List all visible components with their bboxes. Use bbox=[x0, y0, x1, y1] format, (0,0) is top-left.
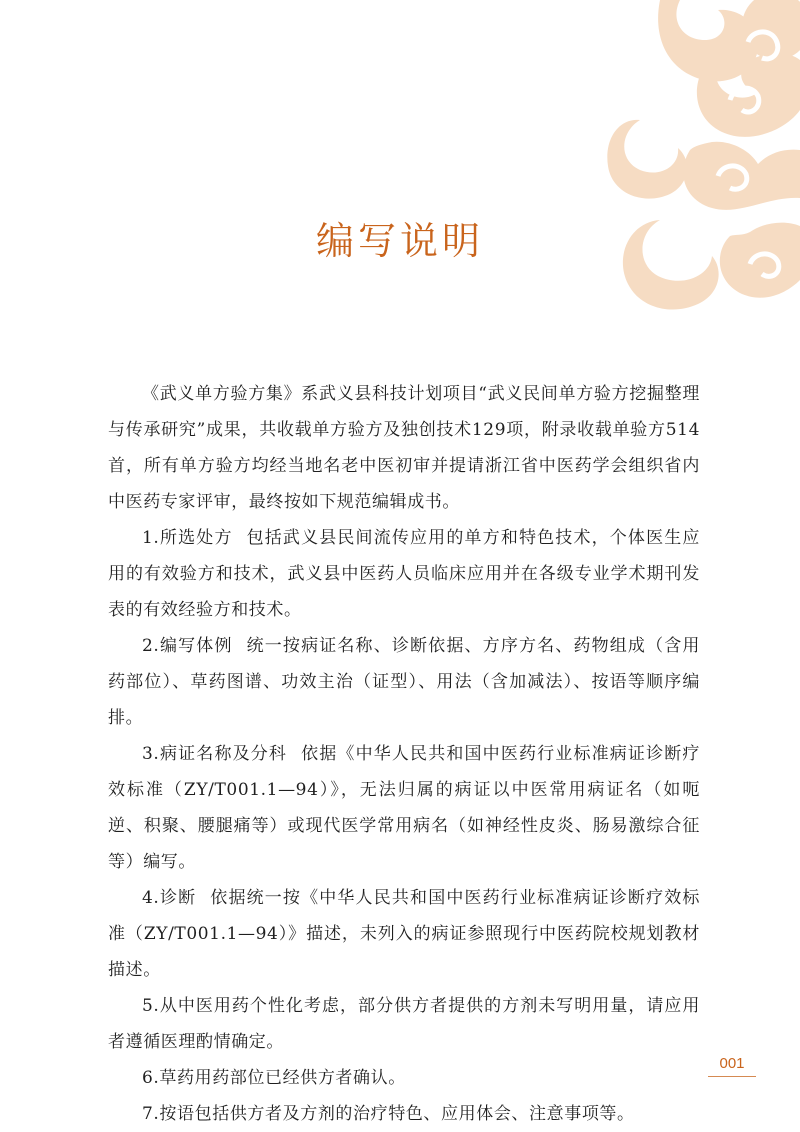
item-text: 依据统一按《中华人民共和国中医药行业标准病证诊断疗效标准（ZY/T001.1—94）》描述，未列入的病证参照现行中医药院校规划教材描述。 bbox=[108, 888, 700, 980]
item-heading: 2.编写体例 bbox=[142, 636, 233, 656]
item-text: 7.按语包括供方者及方剂的治疗特色、应用体会、注意事项等。 bbox=[142, 1104, 635, 1124]
list-item bbox=[108, 1060, 700, 1096]
page-title: 编写说明 bbox=[315, 219, 484, 263]
list-item bbox=[108, 628, 700, 736]
item-heading: 4.诊断 bbox=[142, 888, 197, 908]
item-text: 包括武义县民间流传应用的单方和特色技术，个体医生应用的有效验方和技术，武义县中医药人员临床应用并在各级专业学术期刊发表的有效经验方和技术。 bbox=[108, 528, 700, 620]
list-item bbox=[108, 880, 700, 988]
list-item bbox=[108, 1096, 700, 1132]
item-text: 统一按病证名称、诊断依据、方序方名、药物组成（含用药部位）、草药图谱、功效主治（证型）、用法（含加减法）、按语等顺序编排。 bbox=[108, 636, 700, 728]
document-body bbox=[108, 376, 700, 1132]
item-text: 6.草药用药部位已经供方者确认。 bbox=[142, 1068, 406, 1088]
item-heading: 3.病证名称及分科 bbox=[142, 744, 288, 764]
page-number: 001 bbox=[719, 1055, 745, 1072]
intro-paragraph: 《武义单方验方集》系武义县科技计划项目“武义民间单方验方挖掘整理与传承研究”成果，共收载单方验方及独创技术129项，附录收载单验方514首，所有单方验方均经当地名老中医初审并提请浙江省中医药学会组织省内中医药专家评审，最终按如下规范编辑成书。 bbox=[108, 384, 700, 512]
item-text: 依据《中华人民共和国中医药行业标准病证诊断疗效标准（ZY/T001.1—94）》，无法归属的病证以中医常用病证名（如呃逆、积聚、腰腿痛等）或现代医学常用病名（如神经性皮炎、肠易激综合征等）编写。 bbox=[108, 744, 701, 872]
page-number-rule bbox=[708, 1076, 756, 1077]
list-item bbox=[108, 736, 700, 880]
list-item bbox=[108, 988, 700, 1060]
cloud-pattern-icon bbox=[600, 0, 800, 320]
item-heading: 1.所选处方 bbox=[142, 528, 233, 548]
item-text: 5.从中医用药个性化考虑，部分供方者提供的方剂未写明用量，请应用者遵循医理酌情确定。 bbox=[108, 996, 700, 1052]
list-item bbox=[108, 520, 700, 628]
